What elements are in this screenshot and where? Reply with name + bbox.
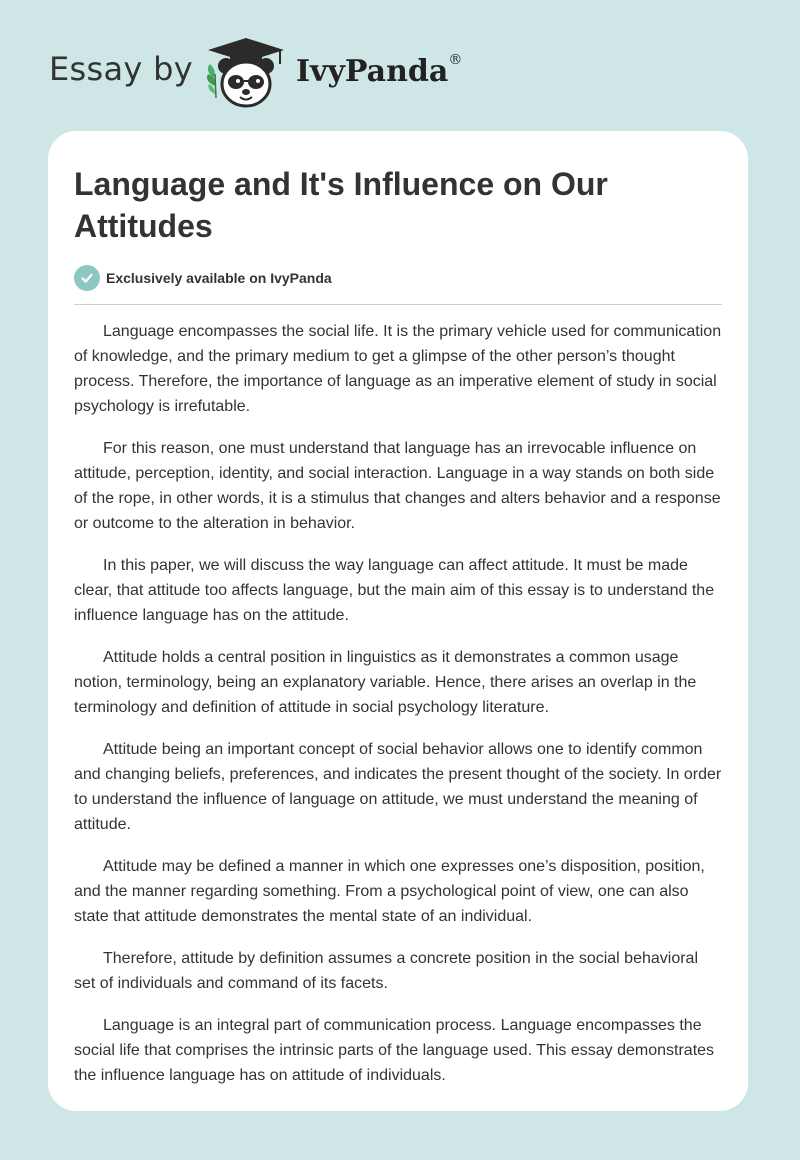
essay-title: Language and It's Influence on Our Attitudes [74,166,608,244]
essay-by-label: Essay by [49,50,193,88]
divider [74,304,722,305]
paragraph: Language is an integral part of communication process. Language encompasses the social life that comprises the intrinsic parts of the language used. This essay demonstrates the influence language has on attitude of individuals. [74,1017,715,1084]
exclusive-label: Exclusively available on IvyPanda [106,270,332,286]
exclusive-notice [74,264,722,292]
paragraph: Attitude being an important concept of social behavior allows one to identify common and changing beliefs, preferences, and indicates the present thought of the society. In order to understand the influence of language on attitude, we must understand the meaning of attitude. [74,741,722,833]
registered-mark: ® [448,52,463,68]
essay-body [74,319,722,1088]
paragraph: Language encompasses the social life. It is the primary vehicle used for communication of knowledge, and the primary medium to get a glimpse of the other person’s thought process. Therefore, the importance of language as an imperative element of study in social psychology is irrefutable. [74,323,722,415]
check-icon [74,265,100,291]
paragraph: Attitude may be defined a manner in which one expresses one’s disposition, position, and the manner regarding something. From a psychological point of view, one can also state that attitude demonstrates the mental state of an individual. [74,858,705,925]
paragraph: Therefore, attitude by definition assumes a concrete position in the social behavioral set of individuals and command of its facets. [74,950,699,992]
paragraph: In this paper, we will discuss the way language can affect attitude. It must be made clear, that attitude too affects language, but the main aim of this essay is to understand the influence language has on the attitude. [74,557,715,624]
essay-card [48,131,748,1111]
ivy-leaf-icon [207,64,216,98]
paragraph: For this reason, one must understand that language has an irrevocable influence on attitude, perception, identity, and social interaction. Language in a way stands on both side of the rope, in other words, it is a stimulus that changes and alters behavior and a response or outcome to the alteration in behavior. [74,440,721,532]
panda-graduate-icon[interactable] [200,34,292,110]
brand-name[interactable] [296,54,462,89]
paragraph: Attitude holds a central position in linguistics as it demonstrates a common usage notion, terminology, being an explanatory variable. Hence, there arises an overlap in the terminology and definition of attitude in social psychology literature. [74,649,697,716]
brand-text: IvyPanda [296,54,449,89]
site-header [0,0,800,120]
